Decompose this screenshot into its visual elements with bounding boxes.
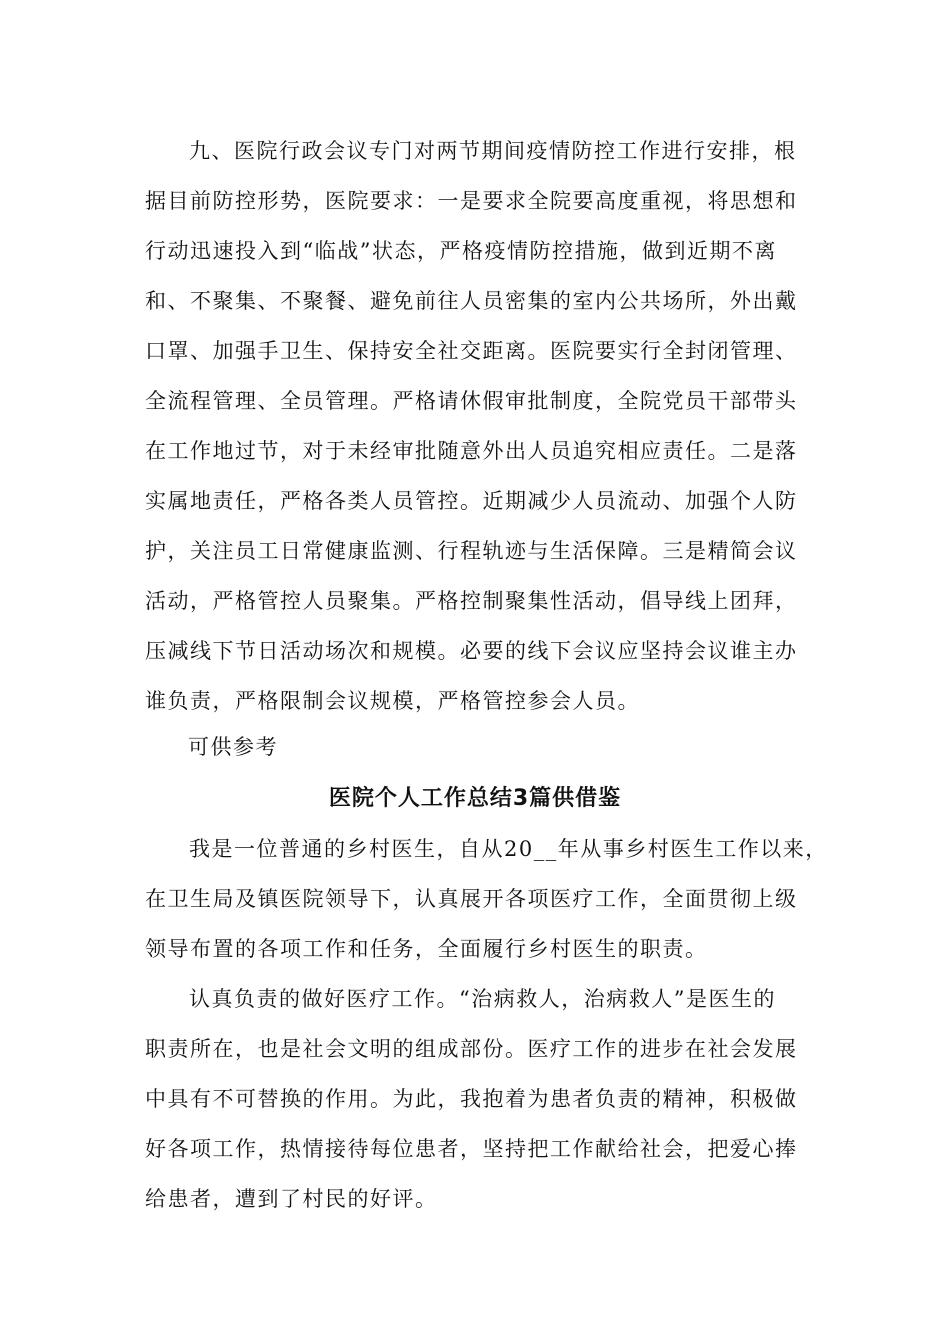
paragraph-medical-work	[145, 974, 805, 1224]
text-line: 给患者，遭到了村民的好评。	[145, 1187, 438, 1211]
text-line: 和、不聚集、不聚餐、避免前往人员密集的室内公共场所，外出戴	[145, 289, 798, 313]
text-line: 压减线下节日活动场次和规模。必要的线下会议应坚持会议谁主办	[145, 639, 798, 663]
document-title: 医院个人工作总结3篇供借鉴	[328, 786, 622, 811]
text-line: 护，关注员工日常健康监测、行程轨迹与生活保障。三是精简会议	[145, 539, 798, 563]
text-line: 在卫生局及镇医院领导下，认真展开各项医疗工作，全面贯彻上级	[145, 887, 798, 911]
paragraph-introduction	[145, 824, 828, 974]
text-line: 中具有不可替换的作用。为此，我抱着为患者负责的精神，积极做	[145, 1087, 798, 1111]
text-line: 好各项工作，热情接待每位患者，坚持把工作献给社会，把爱心捧	[145, 1137, 798, 1161]
text-line: 活动，严格管控人员聚集。严格控制聚集性活动，倡导线上团拜，	[145, 589, 798, 613]
text-line: 实属地责任，严格各类人员管控。近期减少人员流动、加强个人防	[145, 489, 798, 513]
text-line: 口罩、加强手卫生、保持安全社交距离。医院要实行全封闭管理、	[145, 339, 798, 363]
text-line: 谁负责，严格限制会议规模，严格管控参会人员。	[145, 689, 640, 713]
text-line: 我是一位普通的乡村医生，自从20__年从事乡村医生工作以来，	[189, 837, 828, 861]
text-line: 九、医院行政会议专门对两节期间疫情防控工作进行安排，根	[189, 139, 797, 163]
text-line: 领导布置的各项工作和任务，全面履行乡村医生的职责。	[145, 937, 708, 961]
text-line: 职责所在，也是社会文明的组成部份。医疗工作的进步在社会发展	[145, 1037, 798, 1061]
text-line: 认真负责的做好医疗工作。“治病救人，治病救人”是医生的	[189, 987, 776, 1011]
paragraph-epidemic-control	[145, 126, 805, 726]
text-line: 行动迅速投入到“临战”状态，严格疫情防控措施，做到近期不离	[145, 239, 777, 263]
text-line: 全流程管理、全员管理。严格请休假审批制度，全院党员干部带头	[145, 389, 798, 413]
reference-note: 可供参考	[188, 735, 278, 759]
text-line: 在工作地过节，对于未经审批随意外出人员追究相应责任。二是落	[145, 439, 798, 463]
text-line: 据目前防控形势，医院要求：一是要求全院要高度重视，将思想和	[145, 189, 798, 213]
